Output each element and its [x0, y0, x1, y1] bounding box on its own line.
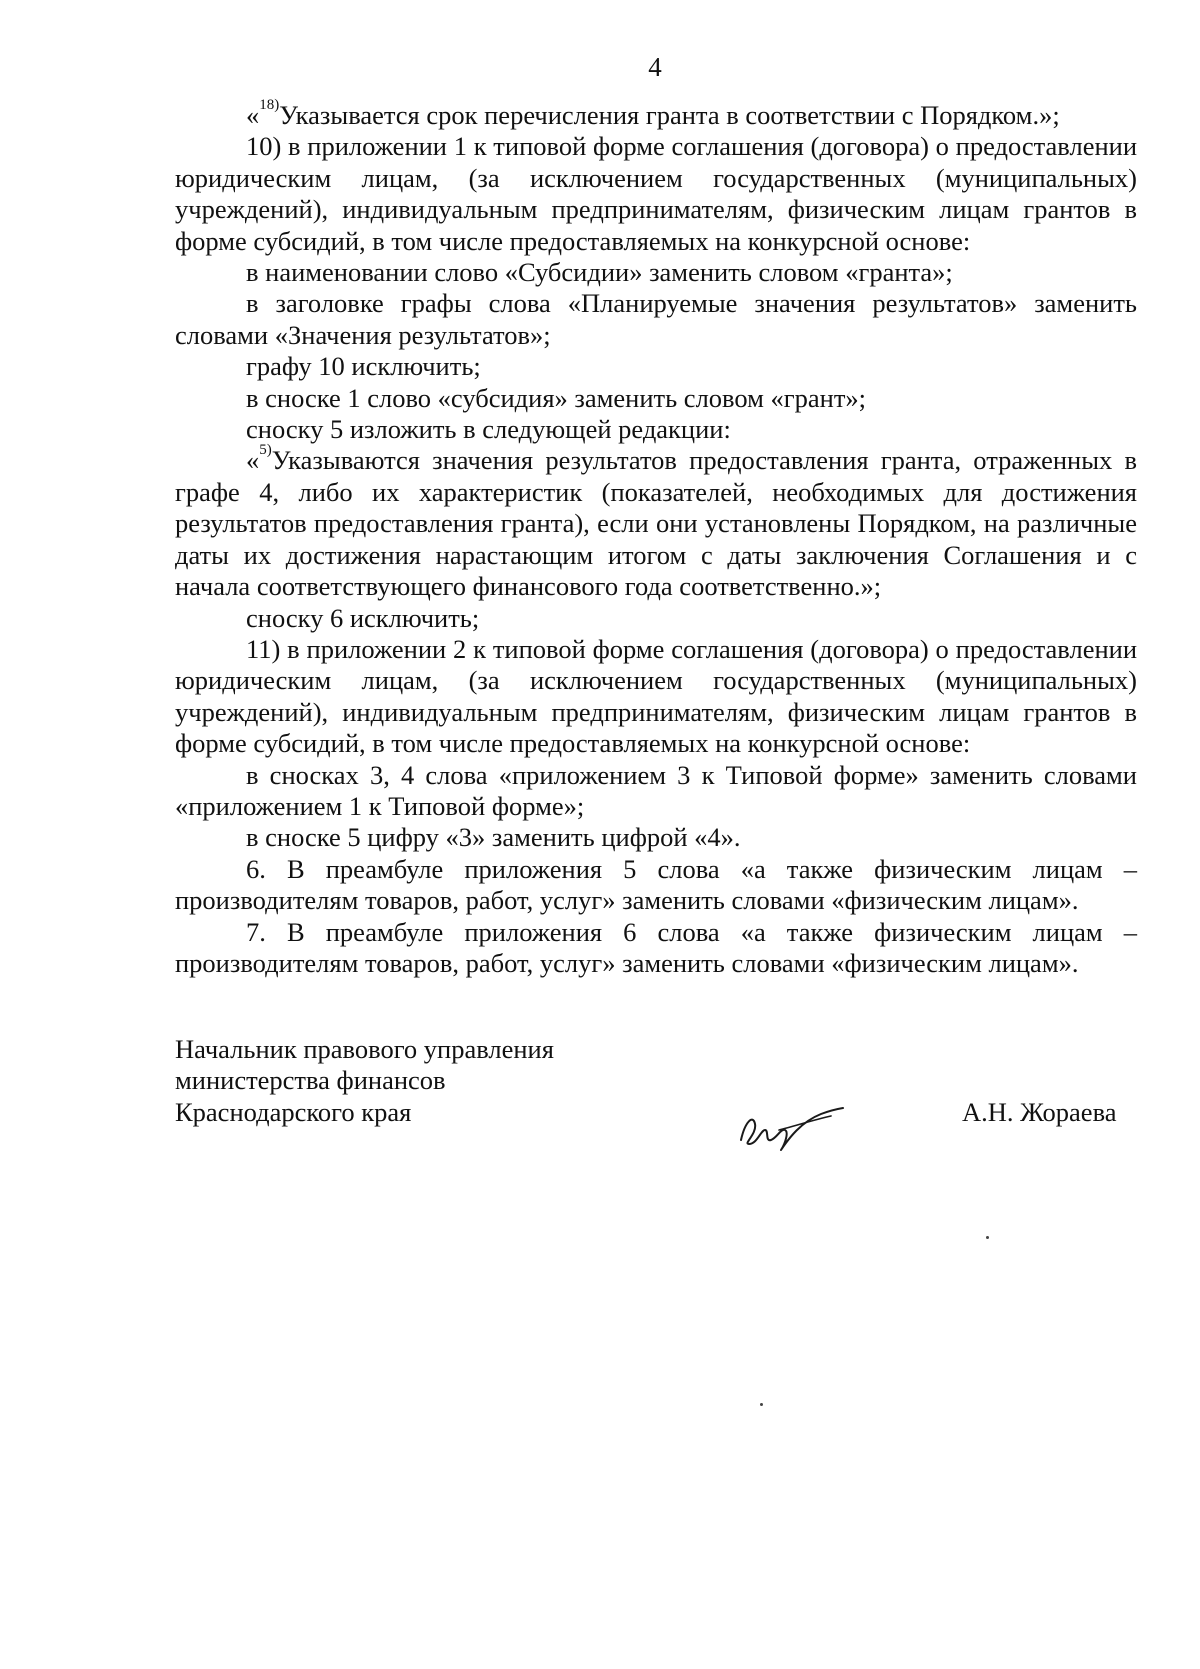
- paragraph-text: Указывается срок перечисления гранта в соответствии с Порядком.»;: [279, 100, 1060, 130]
- paragraph-footnote-5: [175, 442, 1137, 602]
- paragraph-item-6: 6. В преамбуле приложения 5 слова «а также физическим лицам – производителям товаров, работ, услуг» заменить словами «физическим лицам».: [175, 853, 1137, 916]
- paragraph: сноску 6 исключить;: [246, 602, 480, 633]
- paragraph: сноску 5 изложить в следующей редакции:: [246, 414, 731, 445]
- position-line: министерства финансов: [175, 1065, 446, 1096]
- paragraph-item-11: 11) в приложении 2 к типовой форме соглашения (договора) о предоставлении юридическим лицам, (за исключением государственных (муниципальных) учреждений), индивидуальным предпринимателям, физическим лицам грантов в форме субсидий, в том числе предоставляемых на конкурсной основе:: [175, 633, 1137, 759]
- paragraph: в сносках 3, 4 слова «приложением 3 к Типовой форме» заменить словами «приложением 1 к Типовой форме»;: [175, 759, 1137, 821]
- page-number: 4: [648, 52, 662, 82]
- signer-name: А.Н. Жораева: [962, 1097, 1117, 1127]
- paragraph: в сноске 1 слово «субсидия» заменить словом «грант»;: [246, 382, 867, 413]
- open-quote: «: [246, 100, 260, 130]
- paragraph-item-10: 10) в приложении 1 к типовой форме соглашения (договора) о предоставлении юридическим лицам, (за исключением государственных (муниципальных) учреждений), индивидуальным предпринимателям, физическим лицам грантов в форме субсидий, в том числе предоставляемых на конкурсной основе:: [175, 131, 1137, 256]
- scan-speck: [760, 1403, 763, 1406]
- paragraph: в наименовании слово «Субсидии» заменить словом «гранта»;: [246, 257, 953, 288]
- scan-speck: [986, 1236, 989, 1239]
- paragraph-footnote-18: [175, 97, 1137, 131]
- paragraph: в заголовке графы слова «Планируемые значения результатов» заменить словами «Значения результатов»;: [175, 288, 1137, 350]
- open-quote: «: [246, 445, 260, 476]
- footnote-marker: 18): [259, 97, 280, 113]
- paragraph-item-7: 7. В преамбуле приложения 6 слова «а также физическим лицам – производителям товаров, работ, услуг» заменить словами «физическим лицам».: [175, 916, 1137, 978]
- document-body: [175, 97, 1137, 979]
- paragraph: графу 10 исключить;: [246, 351, 481, 382]
- position-line: Начальник правового управления: [175, 1034, 554, 1064]
- handwritten-signature: [735, 1100, 845, 1152]
- footnote-marker: 5): [259, 442, 272, 459]
- position-line: Краснодарского края: [175, 1096, 412, 1127]
- paragraph-text: Указываются значения результатов предоставления гранта, отраженных в графе 4, либо их характеристик (показателей, необходимых для достижения результатов предоставления гранта), если они установлены Порядком, на различные даты их достижения нарастающим итогом с даты заключения Соглашения и с начала соответствующего финансового года соответственно.»;: [175, 445, 1137, 602]
- paragraph: в сноске 5 цифру «3» заменить цифрой «4».: [246, 822, 741, 853]
- signatory-position: [175, 1034, 554, 1128]
